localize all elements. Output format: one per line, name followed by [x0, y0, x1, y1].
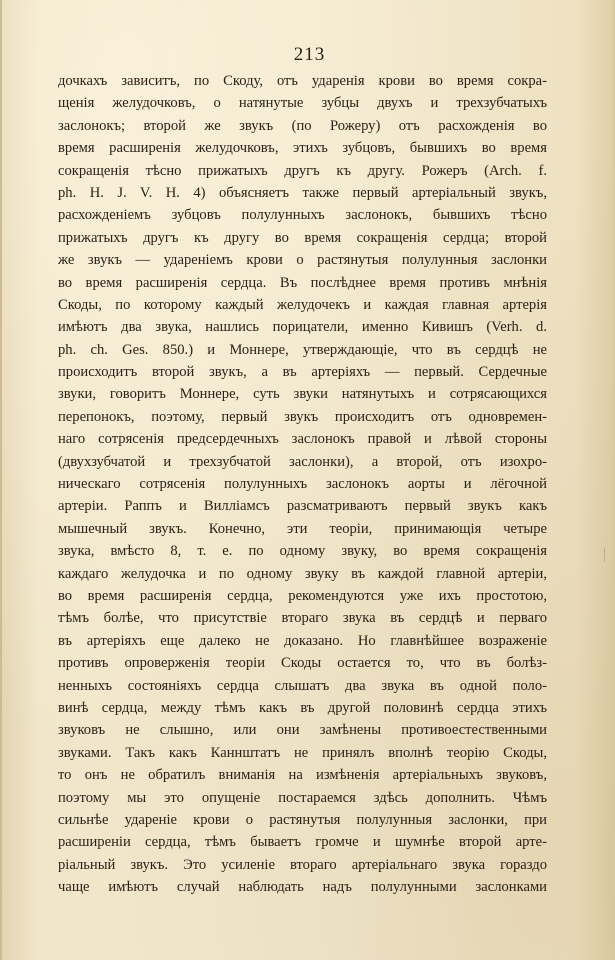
text-line: заслонокъ; второй же звукъ (по Рожеру) отъ расхожденія во — [58, 117, 547, 134]
text-line: въ артеріяхъ еще далеко не доказано. Но главнѣйшее возраженіе — [58, 632, 547, 649]
text-line: во время расширенія сердца, рекомендуются уже ихъ простотою, — [58, 587, 547, 604]
text-line: дочкахъ зависитъ, по Скоду, отъ ударенія крови во время сокра- — [58, 73, 547, 89]
text-line: сокращенія тѣсно прижатыхъ другъ къ другу. Рожеръ (Arch. f. — [58, 162, 547, 179]
text-line: происходитъ второй звукъ, а въ артеріяхъ — первый. Сердечные — [58, 364, 547, 381]
text-line: артеріи. Раппъ и Вилліамсъ разсматриваютъ первый звукъ какъ — [58, 498, 547, 515]
text-line: то онъ не обратилъ вниманія на измѣненія артеріальныхъ звуковъ, — [58, 767, 547, 784]
text-line: тѣмъ болѣе, что присутствіе втораго звука въ сердцѣ и перваго — [58, 610, 547, 627]
text-line: звука, вмѣсто 8, т. е. по одному звуку, во время сокращенія — [58, 543, 547, 560]
text-line: звуковъ не слышно, или они замѣнены противоестественными — [58, 722, 547, 739]
text-line: мышечный звукъ. Конечно, эти теоріи, принимающія четыре — [58, 520, 547, 537]
text-line: звуки, говоритъ Моннере, суть звуки натянутыхъ и сотрясающихся — [58, 386, 547, 403]
text-line: время расширенія желудочковъ, этихъ зубцовъ, бывшихъ во время — [58, 140, 547, 157]
text-line: ріальный звукъ. Это усиленіе втораго артеріальнаго звука гораздо — [58, 856, 547, 873]
text-line: расширеніи сердца, тѣмъ бываетъ громче и шумнѣе второй арте- — [58, 834, 547, 851]
text-line: перепонокъ, поэтому, первый звукъ происходитъ отъ одновремен- — [58, 408, 547, 425]
page-edge-mark — [604, 548, 605, 562]
text-line: винѣ сердца, между тѣмъ какъ въ другой половинѣ сердца этихъ — [58, 699, 547, 716]
text-line: расхожденіемъ зубцовъ полулунныхъ заслонокъ, бывшихъ тѣсно — [58, 207, 547, 224]
text-line: щенія желудочковъ, о натянутые зубцы двухъ и трехзубчатыхъ — [58, 95, 547, 112]
text-line: прижатыхъ другъ къ другу во время сокращенія сердца; второй — [58, 229, 547, 246]
page-number: 213 — [293, 44, 326, 65]
text-line: Скоды, по которому каждый желудочекъ и каждая главная артерія — [58, 296, 547, 313]
text-line: каждаго желудочка и по одному звуку въ каждой главной артеріи, — [58, 565, 547, 582]
text-line: ненныхъ состояніяхъ сердца слышатъ два звука въ одной поло- — [58, 677, 547, 694]
text-line: ническаго сотрясенія полулунныхъ заслонокъ аорты и лёгочной — [58, 476, 547, 493]
text-line: звуками. Такъ какъ Каннштатъ не принялъ вполнѣ теорію Скоды, — [58, 744, 547, 761]
text-line: (двухзубчатой и трехзубчатой заслонки), а второй, отъ изохро- — [58, 453, 547, 470]
body-text — [58, 70, 547, 898]
text-line: противъ опроверженія теоріи Скоды остается то, что въ болѣз- — [58, 655, 547, 672]
text-line: имѣютъ два звука, нашлись порицатели, именно Кивишъ (Verh. d. — [58, 319, 547, 336]
text-line: же звукъ — удареніемъ крови о растянутыя полулунныя заслонки — [58, 252, 547, 269]
text-line: ph. H. J. V. H. 4) объясняетъ также первый артеріальный звукъ, — [58, 184, 547, 201]
text-line: ph. ch. Ges. 850.) и Моннере, утверждающіе, что въ сердцѣ не — [58, 341, 547, 358]
text-line: поэтому мы это опущеніе постараемся здѣсь дополнить. Чѣмъ — [58, 789, 547, 806]
text-line: чаще имѣютъ случай наблюдать надъ полулунными заслонками — [58, 879, 547, 896]
text-line: сильнѣе удареніе крови о растянутыя полулунныя заслонки, при — [58, 811, 547, 828]
text-line: во время расширенія сердца. Въ послѣднее время противъ мнѣнія — [58, 274, 547, 291]
text-line: наго сотрясенія предсердечныхъ заслонокъ правой и лѣвой стороны — [58, 431, 547, 448]
